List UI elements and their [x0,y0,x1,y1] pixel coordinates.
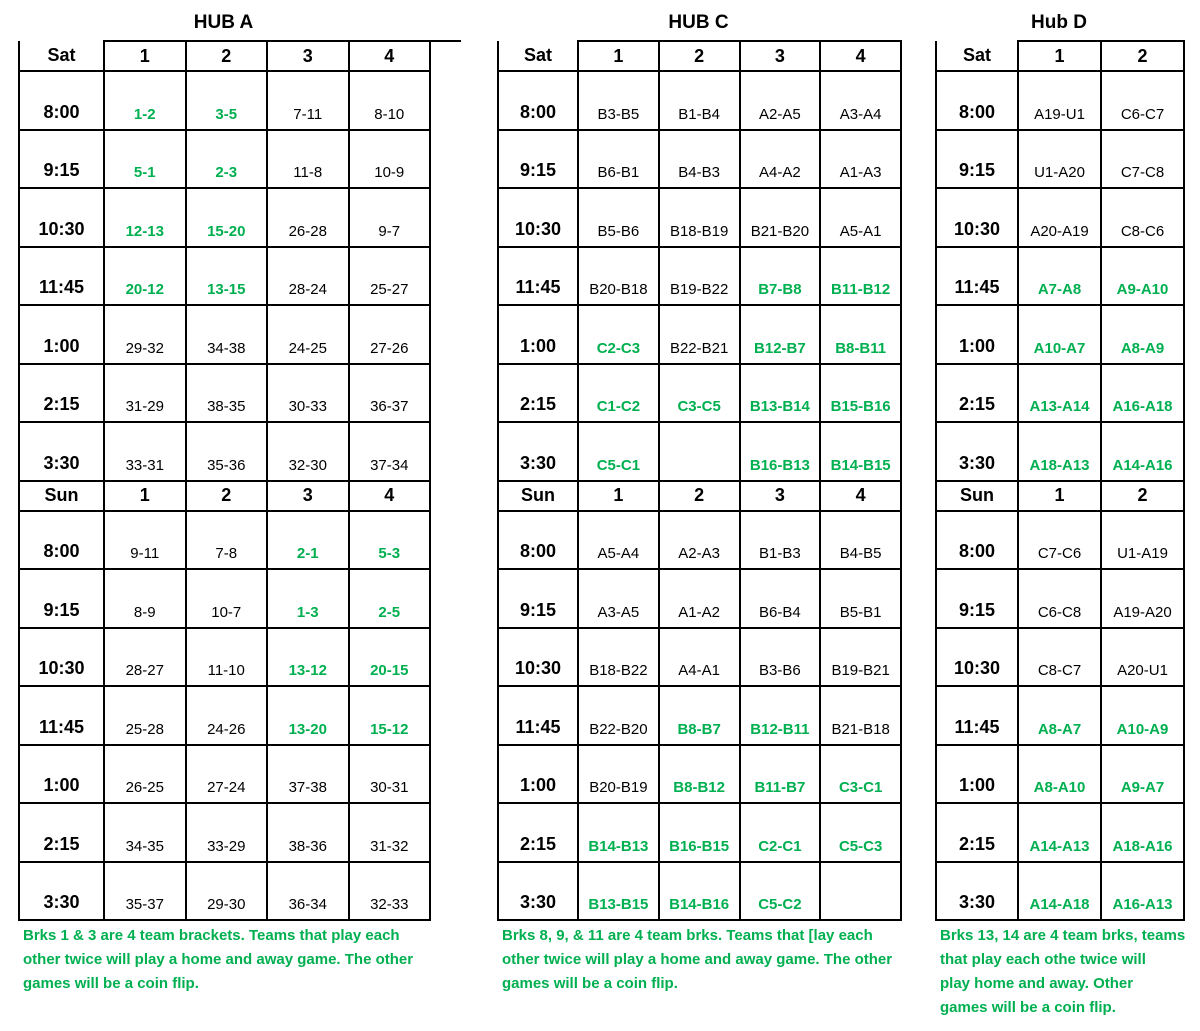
game-cell: 11-10 [186,628,268,687]
time-label: 2:15 [19,803,104,862]
game-cell: 34-35 [104,803,186,862]
schedule-row [498,364,901,423]
schedule-row [19,130,430,189]
schedule-row [936,862,1184,921]
court-header: 2 [1101,481,1184,511]
game-cell: C5-C3 [820,803,901,862]
game-cell: B8-B7 [659,686,740,745]
schedule-row [19,803,430,862]
court-header: 2 [659,41,740,71]
game-cell: 36-37 [349,364,431,423]
game-cell: 7-8 [186,511,268,570]
day-header-sun: Sun [19,481,104,511]
game-cell: 30-33 [267,364,349,423]
court-header: 2 [659,481,740,511]
time-label: 2:15 [498,803,578,862]
court-header: 1 [1018,481,1101,511]
hub-d-section [935,10,1186,1020]
game-cell: 8-10 [349,71,431,130]
game-cell: A14-A16 [1101,422,1184,481]
court-header: 1 [578,481,659,511]
schedule-table [497,40,902,921]
bracket-note-line: games will be a coin flip. [502,975,678,992]
hub-a-section [18,10,429,996]
game-cell: 15-12 [349,686,431,745]
schedule-row [498,71,901,130]
schedule-row [498,803,901,862]
game-cell: B16-B13 [740,422,821,481]
game-cell: A1-A3 [820,130,901,189]
bracket-note-line: Brks 8, 9, & 11 are 4 team brks. Teams that [lay each [502,927,873,944]
game-cell: B4-B3 [659,130,740,189]
time-label: 11:45 [498,686,578,745]
game-cell: 34-38 [186,305,268,364]
time-label: 1:00 [936,305,1018,364]
game-cell [659,422,740,481]
game-cell: 8-9 [104,569,186,628]
bracket-note [18,924,429,996]
time-label: 10:30 [498,188,578,247]
game-cell: 20-15 [349,628,431,687]
hub-title: Hub D [1031,12,1087,33]
schedule-row [498,247,901,306]
schedule-row [19,569,430,628]
game-cell: B21-B18 [820,686,901,745]
game-cell: A13-A14 [1018,364,1101,423]
schedule-row [19,305,430,364]
schedule-row [936,247,1184,306]
game-cell: A19-U1 [1018,71,1101,130]
game-cell: B20-B19 [578,745,659,804]
time-label: 10:30 [19,188,104,247]
game-cell: B15-B16 [820,364,901,423]
schedule-row [498,686,901,745]
hub-title: HUB A [193,12,254,33]
schedule-row [936,803,1184,862]
game-cell: 24-25 [267,305,349,364]
court-header: 1 [578,41,659,71]
game-cell: 7-11 [267,71,349,130]
game-cell: 27-26 [349,305,431,364]
game-cell: B13-B14 [740,364,821,423]
game-cell: 30-31 [349,745,431,804]
game-cell: 13-20 [267,686,349,745]
game-cell: B8-B11 [820,305,901,364]
game-cell: 15-20 [186,188,268,247]
game-cell: A3-A5 [578,569,659,628]
game-cell: A5-A4 [578,511,659,570]
game-cell: 5-1 [104,130,186,189]
game-cell: B21-B20 [740,188,821,247]
game-cell: A18-A16 [1101,803,1184,862]
game-cell: A10-A9 [1101,686,1184,745]
time-label: 10:30 [936,628,1018,687]
game-cell: B1-B3 [740,511,821,570]
time-label: 9:15 [19,130,104,189]
game-cell: 5-3 [349,511,431,570]
day-header-row [936,481,1184,511]
game-cell: C6-C8 [1018,569,1101,628]
bracket-note [935,924,1186,1020]
game-cell: B12-B7 [740,305,821,364]
bracket-note-line: games will be a coin flip. [23,975,199,992]
game-cell: 29-30 [186,862,268,921]
game-cell: B18-B19 [659,188,740,247]
game-cell: 13-15 [186,247,268,306]
court-header: 2 [186,41,268,71]
hub-c-section [497,10,900,996]
day-header-row [19,481,430,511]
bracket-note-line: Brks 1 & 3 are 4 team brackets. Teams that play each [23,927,400,944]
game-cell: B19-B22 [659,247,740,306]
game-cell: A16-A18 [1101,364,1184,423]
court-header: 3 [267,481,349,511]
schedule-row [19,188,430,247]
game-cell: B3-B6 [740,628,821,687]
schedule-row [19,686,430,745]
schedule-row [19,862,430,921]
game-cell: B1-B4 [659,71,740,130]
time-label: 8:00 [19,71,104,130]
game-cell: B5-B6 [578,188,659,247]
game-cell: C5-C2 [740,862,821,921]
court-header: 1 [104,41,186,71]
game-cell: B6-B1 [578,130,659,189]
game-cell: A5-A1 [820,188,901,247]
game-cell: A4-A2 [740,130,821,189]
game-cell: 9-7 [349,188,431,247]
game-cell: 24-26 [186,686,268,745]
game-cell: 33-29 [186,803,268,862]
game-cell: 33-31 [104,422,186,481]
bracket-note-line: play home and away. Other [940,975,1134,992]
game-cell: 10-9 [349,130,431,189]
schedule-row [498,628,901,687]
game-cell: 2-3 [186,130,268,189]
schedule-row [498,862,901,921]
game-cell: 26-28 [267,188,349,247]
bracket-note-line: other twice will play a home and away game. The other [23,951,414,968]
day-header-sat: Sat [19,41,104,71]
game-cell: U1-A19 [1101,511,1184,570]
game-cell: B14-B15 [820,422,901,481]
schedule-row [498,305,901,364]
game-cell: B11-B12 [820,247,901,306]
day-header-row [498,41,901,71]
time-label: 10:30 [498,628,578,687]
game-cell: C3-C5 [659,364,740,423]
game-cell: 9-11 [104,511,186,570]
game-cell: B14-B13 [578,803,659,862]
court-header: 1 [1018,41,1101,71]
hub-title: HUB C [668,12,729,33]
time-label: 8:00 [498,71,578,130]
day-header-sat: Sat [936,41,1018,71]
day-header-sun: Sun [936,481,1018,511]
time-label: 11:45 [19,247,104,306]
game-cell: 12-13 [104,188,186,247]
bracket-note [497,924,900,996]
game-cell: A8-A9 [1101,305,1184,364]
game-cell: C8-C7 [1018,628,1101,687]
hub-a-top-border-extension [429,40,461,42]
schedule-row [936,511,1184,570]
schedule-table [18,40,431,921]
schedule-row [19,247,430,306]
schedule-row [936,422,1184,481]
time-label: 3:30 [498,422,578,481]
time-label: 1:00 [19,305,104,364]
game-cell: 11-8 [267,130,349,189]
bracket-note-line: other twice will play a home and away game. The other [502,951,893,968]
time-label: 9:15 [498,569,578,628]
time-label: 2:15 [498,364,578,423]
game-cell: A8-A10 [1018,745,1101,804]
game-cell: 37-34 [349,422,431,481]
time-label: 2:15 [936,803,1018,862]
time-label: 8:00 [936,71,1018,130]
time-label: 11:45 [19,686,104,745]
game-cell: C1-C2 [578,364,659,423]
game-cell: A1-A2 [659,569,740,628]
court-header: 2 [186,481,268,511]
game-cell: A19-A20 [1101,569,1184,628]
game-cell: 32-30 [267,422,349,481]
time-label: 10:30 [936,188,1018,247]
game-cell: B13-B15 [578,862,659,921]
day-header-sat: Sat [498,41,578,71]
game-cell: B18-B22 [578,628,659,687]
time-label: 11:45 [936,686,1018,745]
game-cell: 35-36 [186,422,268,481]
day-header-sun: Sun [498,481,578,511]
schedule-row [19,628,430,687]
game-cell: A10-A7 [1018,305,1101,364]
game-cell: 28-27 [104,628,186,687]
court-header: 3 [740,41,821,71]
game-cell: C8-C6 [1101,188,1184,247]
game-cell: A9-A10 [1101,247,1184,306]
game-cell: C3-C1 [820,745,901,804]
bracket-note-line: games will be a coin flip. [940,999,1116,1016]
time-label: 11:45 [498,247,578,306]
schedule-row [936,686,1184,745]
schedule-row [936,305,1184,364]
time-label: 3:30 [936,422,1018,481]
court-header: 4 [349,481,431,511]
game-cell: 25-28 [104,686,186,745]
game-cell: B11-B7 [740,745,821,804]
time-label: 9:15 [936,569,1018,628]
game-cell: 37-38 [267,745,349,804]
time-label: 2:15 [936,364,1018,423]
game-cell: 25-27 [349,247,431,306]
time-label: 10:30 [19,628,104,687]
game-cell: A20-A19 [1018,188,1101,247]
time-label: 11:45 [936,247,1018,306]
schedule-row [936,364,1184,423]
game-cell: A16-A13 [1101,862,1184,921]
game-cell: C7-C8 [1101,130,1184,189]
time-label: 3:30 [19,422,104,481]
time-label: 8:00 [936,511,1018,570]
game-cell [820,862,901,921]
game-cell: A9-A7 [1101,745,1184,804]
time-label: 2:15 [19,364,104,423]
game-cell: 1-3 [267,569,349,628]
time-label: 8:00 [19,511,104,570]
court-header: 3 [267,41,349,71]
game-cell: C2-C3 [578,305,659,364]
game-cell: C2-C1 [740,803,821,862]
schedule-row [936,188,1184,247]
schedule-row [498,745,901,804]
schedule-row [498,569,901,628]
game-cell: A14-A18 [1018,862,1101,921]
game-cell: 3-5 [186,71,268,130]
game-cell: 2-1 [267,511,349,570]
game-cell: 29-32 [104,305,186,364]
game-cell: 27-24 [186,745,268,804]
game-cell: B19-B21 [820,628,901,687]
game-cell: 38-35 [186,364,268,423]
game-cell: A7-A8 [1018,247,1101,306]
time-label: 3:30 [498,862,578,921]
schedule-row [936,745,1184,804]
schedule-row [936,130,1184,189]
game-cell: B12-B11 [740,686,821,745]
game-cell: 1-2 [104,71,186,130]
game-cell: 28-24 [267,247,349,306]
schedule-row [936,71,1184,130]
game-cell: B20-B18 [578,247,659,306]
bracket-note-line: Brks 13, 14 are 4 team brks, teams [940,927,1186,944]
game-cell: 2-5 [349,569,431,628]
game-cell: 38-36 [267,803,349,862]
time-label: 8:00 [498,511,578,570]
game-cell: A18-A13 [1018,422,1101,481]
game-cell: C7-C6 [1018,511,1101,570]
game-cell: 13-12 [267,628,349,687]
day-header-row [936,41,1184,71]
game-cell: A8-A7 [1018,686,1101,745]
game-cell: 32-33 [349,862,431,921]
game-cell: B5-B1 [820,569,901,628]
game-cell: A3-A4 [820,71,901,130]
game-cell: 26-25 [104,745,186,804]
game-cell: B22-B21 [659,305,740,364]
game-cell: B7-B8 [740,247,821,306]
schedule-row [498,422,901,481]
game-cell: B6-B4 [740,569,821,628]
schedule-row [19,422,430,481]
day-header-row [498,481,901,511]
game-cell: 31-29 [104,364,186,423]
court-header: 2 [1101,41,1184,71]
game-cell: 35-37 [104,862,186,921]
time-label: 1:00 [498,305,578,364]
time-label: 1:00 [498,745,578,804]
game-cell: A2-A3 [659,511,740,570]
schedule-row [936,569,1184,628]
game-cell: 10-7 [186,569,268,628]
schedule-row [19,511,430,570]
game-cell: 20-12 [104,247,186,306]
game-cell: 31-32 [349,803,431,862]
court-header: 4 [820,481,901,511]
schedule-table [935,40,1185,921]
time-label: 1:00 [936,745,1018,804]
game-cell: B22-B20 [578,686,659,745]
time-label: 9:15 [498,130,578,189]
game-cell: A20-U1 [1101,628,1184,687]
time-label: 3:30 [19,862,104,921]
schedule-row [498,130,901,189]
game-cell: C6-C7 [1101,71,1184,130]
time-label: 3:30 [936,862,1018,921]
day-header-row [19,41,430,71]
game-cell: C5-C1 [578,422,659,481]
game-cell: A4-A1 [659,628,740,687]
time-label: 1:00 [19,745,104,804]
court-header: 1 [104,481,186,511]
game-cell: B8-B12 [659,745,740,804]
bracket-note-line: that play each othe twice will [940,951,1146,968]
game-cell: A14-A13 [1018,803,1101,862]
court-header: 3 [740,481,821,511]
game-cell: 36-34 [267,862,349,921]
game-cell: B4-B5 [820,511,901,570]
schedule-row [19,364,430,423]
time-label: 9:15 [936,130,1018,189]
game-cell: B3-B5 [578,71,659,130]
schedule-row [936,628,1184,687]
schedule-row [498,188,901,247]
schedule-row [19,71,430,130]
court-header: 4 [820,41,901,71]
game-cell: B16-B15 [659,803,740,862]
time-label: 9:15 [19,569,104,628]
game-cell: U1-A20 [1018,130,1101,189]
court-header: 4 [349,41,431,71]
schedule-row [19,745,430,804]
schedule-row [498,511,901,570]
game-cell: A2-A5 [740,71,821,130]
game-cell: B14-B16 [659,862,740,921]
